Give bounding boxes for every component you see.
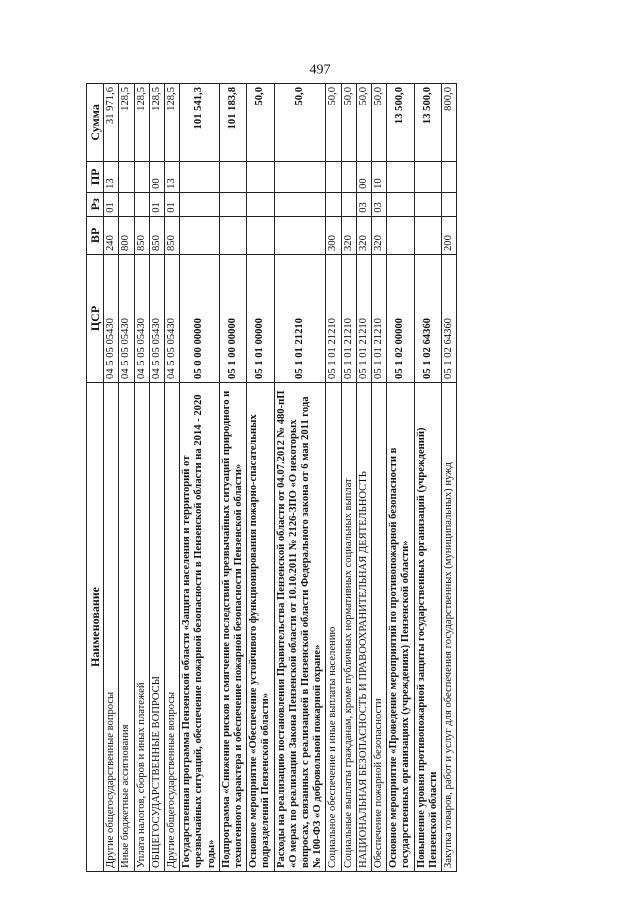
cell-vr xyxy=(180,216,220,254)
cell-name: Иные бюджетные ассигнования xyxy=(119,382,134,871)
cell-name: Другие общегосударственные вопросы xyxy=(104,382,119,871)
table-body xyxy=(104,84,457,872)
cell-pr xyxy=(180,161,220,192)
cell-name: Государственная программа Пензенской области «Защита населения и территорий от чрезвычайных ситуаций, обеспечение пожарной безопасности в Пензенской области на 2014 - 2020 годы» xyxy=(180,382,220,871)
cell-sum: 101 183,8 xyxy=(219,84,246,162)
cell-pr xyxy=(326,161,341,192)
cell-rz xyxy=(219,192,246,216)
cell-name: Повышение уровня противопожарной защиты государственных организаций (учреждений) Пензенской области xyxy=(414,382,441,871)
table-row xyxy=(326,84,341,872)
cell-pr xyxy=(247,161,274,192)
cell-rz xyxy=(326,192,341,216)
page-number xyxy=(309,60,331,81)
cell-sum: 50,0 xyxy=(326,84,341,162)
budget-table-rotated xyxy=(86,83,552,872)
table-row xyxy=(442,84,457,872)
cell-pr xyxy=(387,161,414,192)
cell-vr: 320 xyxy=(356,216,371,254)
header-csr: ЦСР xyxy=(87,255,104,383)
header-rz: Рз xyxy=(87,192,104,216)
cell-sum: 50,0 xyxy=(247,84,274,162)
cell-csr: 05 1 01 21210 xyxy=(372,255,387,383)
table-row xyxy=(219,84,246,872)
cell-pr xyxy=(119,161,134,192)
cell-sum: 50,0 xyxy=(372,84,387,162)
cell-rz: 01 xyxy=(104,192,119,216)
cell-pr: 00 xyxy=(356,161,371,192)
cell-csr: 05 1 02 64360 xyxy=(442,255,457,383)
table-row xyxy=(165,84,180,872)
cell-sum: 101 541,3 xyxy=(180,84,220,162)
table-row xyxy=(274,84,326,872)
cell-rz xyxy=(341,192,356,216)
cell-vr xyxy=(274,216,326,254)
cell-vr xyxy=(247,216,274,254)
cell-pr xyxy=(219,161,246,192)
cell-name: Уплата налогов, сборов и иных платежей xyxy=(134,382,149,871)
cell-rz: 03 xyxy=(356,192,371,216)
table-row xyxy=(414,84,441,872)
table-row xyxy=(119,84,134,872)
cell-name: Социальное обеспечение и иные выплаты населению xyxy=(326,382,341,871)
header-name: Наименование xyxy=(87,382,104,871)
cell-rz xyxy=(119,192,134,216)
cell-csr: 05 1 01 21210 xyxy=(356,255,371,383)
cell-sum: 50,0 xyxy=(274,84,326,162)
cell-csr: 05 1 01 21210 xyxy=(326,255,341,383)
cell-rz xyxy=(180,192,220,216)
header-pr: ПР xyxy=(87,161,104,192)
table-row xyxy=(134,84,149,872)
cell-csr: 05 1 00 00000 xyxy=(219,255,246,383)
cell-vr: 320 xyxy=(341,216,356,254)
table-row xyxy=(372,84,387,872)
cell-rz xyxy=(247,192,274,216)
cell-csr: 05 1 02 64360 xyxy=(414,255,441,383)
cell-name: Расходы на реализацию постановления Правительства Пензенской области от 04.07.2012 № 480-пП «О мерах по реализации Закона Пензенской области от 10.10.2011 № 2126-ЗПО «О некоторых вопросах, связанных с реализацией в Пензенской области Федерального закона от 6 мая 2011 года № 100-ФЗ «О добровольной пожарной охране» xyxy=(274,382,326,871)
table-row xyxy=(356,84,371,872)
cell-rz xyxy=(134,192,149,216)
cell-vr: 240 xyxy=(104,216,119,254)
cell-name: Социальные выплаты гражданам, кроме публичных нормативных социальных выплат xyxy=(341,382,356,871)
table-row xyxy=(104,84,119,872)
cell-sum: 50,0 xyxy=(341,84,356,162)
cell-vr: 800 xyxy=(119,216,134,254)
cell-pr xyxy=(274,161,326,192)
cell-csr: 05 1 01 21210 xyxy=(274,255,326,383)
cell-vr: 850 xyxy=(149,216,164,254)
header-sum: Сумма xyxy=(87,84,104,162)
cell-csr: 05 0 00 00000 xyxy=(180,255,220,383)
cell-name: Закупка товаров, работ и услуг для обеспечения государственных (муниципальных) нужд xyxy=(442,382,457,871)
cell-name: Основное мероприятие «Проведение мероприятий по противопожарной безопасности в государственных организациях (учреждениях) Пензенской области» xyxy=(387,382,414,871)
cell-vr: 320 xyxy=(372,216,387,254)
table-row xyxy=(247,84,274,872)
cell-sum: 800,0 xyxy=(442,84,457,162)
cell-pr: 13 xyxy=(165,161,180,192)
cell-pr: 00 xyxy=(149,161,164,192)
cell-pr xyxy=(414,161,441,192)
cell-rz xyxy=(274,192,326,216)
cell-sum: 128,5 xyxy=(165,84,180,162)
cell-csr: 05 1 01 00000 xyxy=(247,255,274,383)
cell-csr: 05 1 01 21210 xyxy=(341,255,356,383)
cell-sum: 128,5 xyxy=(134,84,149,162)
cell-csr: 04 5 05 05430 xyxy=(165,255,180,383)
budget-table xyxy=(86,83,457,872)
cell-name: Подпрограмма «Снижение рисков и смягчение последствий чрезвычайных ситуаций природного и техногенного характера и обеспечение пожарной безопасности Пензенской области» xyxy=(219,382,246,871)
page-number-text: 497 xyxy=(309,62,331,78)
cell-rz: 01 xyxy=(165,192,180,216)
cell-sum: 50,0 xyxy=(356,84,371,162)
cell-vr: 300 xyxy=(326,216,341,254)
cell-name: Другие общегосударственные вопросы xyxy=(165,382,180,871)
cell-csr: 05 1 02 00000 xyxy=(387,255,414,383)
cell-vr xyxy=(387,216,414,254)
cell-rz: 03 xyxy=(372,192,387,216)
cell-csr: 04 5 05 05430 xyxy=(149,255,164,383)
cell-sum: 13 500,0 xyxy=(414,84,441,162)
cell-sum: 13 500,0 xyxy=(387,84,414,162)
cell-sum: 31 971,6 xyxy=(104,84,119,162)
cell-rz: 01 xyxy=(149,192,164,216)
table-row xyxy=(149,84,164,872)
cell-vr xyxy=(219,216,246,254)
table-row xyxy=(341,84,356,872)
cell-vr: 850 xyxy=(165,216,180,254)
cell-pr: 10 xyxy=(372,161,387,192)
header-vr: ВР xyxy=(87,216,104,254)
cell-sum: 128,5 xyxy=(149,84,164,162)
cell-vr: 200 xyxy=(442,216,457,254)
cell-pr xyxy=(134,161,149,192)
cell-rz xyxy=(442,192,457,216)
cell-name: Обеспечение пожарной безопасности xyxy=(372,382,387,871)
table-row xyxy=(387,84,414,872)
cell-rz xyxy=(387,192,414,216)
cell-vr xyxy=(414,216,441,254)
cell-name: ОБЩЕГОСУДАРСТВЕННЫЕ ВОПРОСЫ xyxy=(149,382,164,871)
cell-pr: 13 xyxy=(104,161,119,192)
table-row xyxy=(180,84,220,872)
cell-rz xyxy=(414,192,441,216)
cell-csr: 04 5 05 05430 xyxy=(134,255,149,383)
cell-pr xyxy=(341,161,356,192)
cell-name: Основное мероприятие «Обеспечение устойчивого функционирования пожарно-спасательных подразделений Пензенской области» xyxy=(247,382,274,871)
table-header-row xyxy=(87,84,104,872)
cell-csr: 04 5 05 05430 xyxy=(119,255,134,383)
cell-vr: 850 xyxy=(134,216,149,254)
cell-pr xyxy=(442,161,457,192)
cell-sum: 128,5 xyxy=(119,84,134,162)
cell-csr: 04 5 05 05430 xyxy=(104,255,119,383)
cell-name: НАЦИОНАЛЬНАЯ БЕЗОПАСНОСТЬ И ПРАВООХРАНИТЕЛЬНАЯ ДЕЯТЕЛЬНОСТЬ xyxy=(356,382,371,871)
